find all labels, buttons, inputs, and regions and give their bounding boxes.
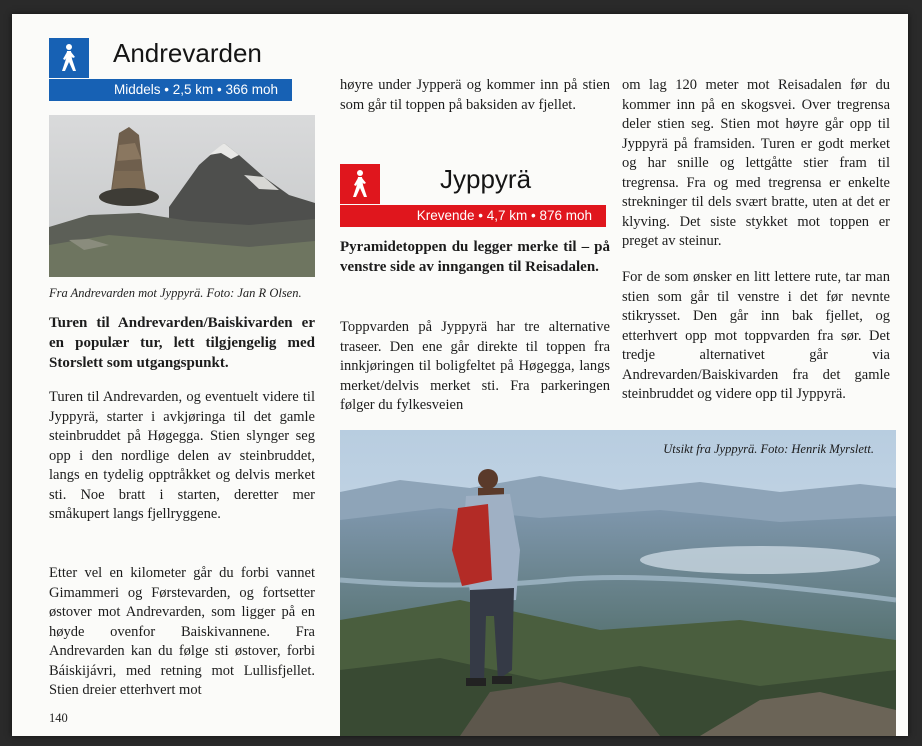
lead-paragraph-andrevarden: Turen til Andrevarden/Baiskivarden er en populær tur, lett tilgjengelig med Storslett som utgangspunkt.	[49, 315, 315, 371]
magazine-page	[12, 14, 908, 736]
photo-cairn-mountain	[49, 115, 315, 277]
body-paragraph: Etter vel en kilometer går du forbi vannet Gimammeri og Førstevarden, og fortsetter østover mot Andrevarden, som ligger på en høyde ovenfor Baiskivannene. Fra Andrevarden kan du følge sti østover, forbi Báiskijávri, med retning mot Lullisfjellet. Stien dreier etterhvert mot	[49, 565, 315, 698]
route-header-jyppyra	[340, 164, 610, 223]
hiker-icon	[49, 38, 89, 78]
body-paragraph: Turen til Andrevarden, og eventuelt videre til Jyppyrä, starter i avkjøringa til det gamle steinbruddet på Høgegga. Stien slynger seg opp i den nordlige delen av steinbruddet, langs en tydelig opptråkket og delvis merket sti. Noe bratt i starten, deretter mer småkupert langs fjellryggene.	[49, 389, 315, 522]
route-header-andrevarden	[49, 38, 315, 97]
body-paragraph: høyre under Jypperä og kommer inn på stien som går til toppen på baksiden av fjellet.	[340, 77, 610, 113]
route-title: Jyppyrä	[440, 164, 532, 194]
body-paragraph: Toppvarden på Jyppyrä har tre alternative traseer. Den ene går direkte til toppen fra innkjøringen til boligfeltet på Høgegga, langs merket/delvis merket sti. Fra parkeringen følger du fylkesveien	[340, 319, 610, 413]
hiker-icon	[340, 164, 380, 204]
route-stats-bar: Middels • 2,5 km • 366 moh	[49, 79, 292, 101]
body-paragraph: om lag 120 meter mot Reisadalen før du kommer inn på en skogsvei. Over tregrensa deler stien seg. Stien mot høyre går opp til Jyppyrä på framsiden. Turen er godt merket og har snille og lettgåtte stier fram til tregrensa. Fra og med tregrensa er enkelte strekninger til dels svært bratte, uten at det er klyving. Det siste stykket mot toppen er preget av steinur.	[622, 77, 890, 249]
photo-caption-andrevarden: Fra Andrevarden mot Jyppyrä. Foto: Jan R Olsen.	[49, 286, 302, 300]
body-paragraph: For de som ønsker en litt lettere rute, tar man stien som går til venstre i det før nevnte stikrysset. Den går inn bak fjellet, og etterhvert opp mot toppvarden fra sør. Det tredje alternativet går via Andrevarden/Baiskivarden fra det gamle steinbruddet og videre opp til Jyppyrä.	[622, 269, 890, 402]
route-title: Andrevarden	[113, 38, 262, 68]
page-number: 140	[49, 711, 68, 725]
route-stats-bar: Krevende • 4,7 km • 876 moh	[340, 205, 606, 227]
lead-paragraph-jyppyra: Pyramidetoppen du legger merke til – på venstre side av inngangen til Reisadalen.	[340, 239, 610, 275]
column-left	[49, 14, 315, 698]
photo-caption-jyppyra: Utsikt fra Jyppyrä. Foto: Henrik Myrslett.	[663, 442, 874, 456]
photo-view-from-jyppyra	[340, 430, 896, 736]
